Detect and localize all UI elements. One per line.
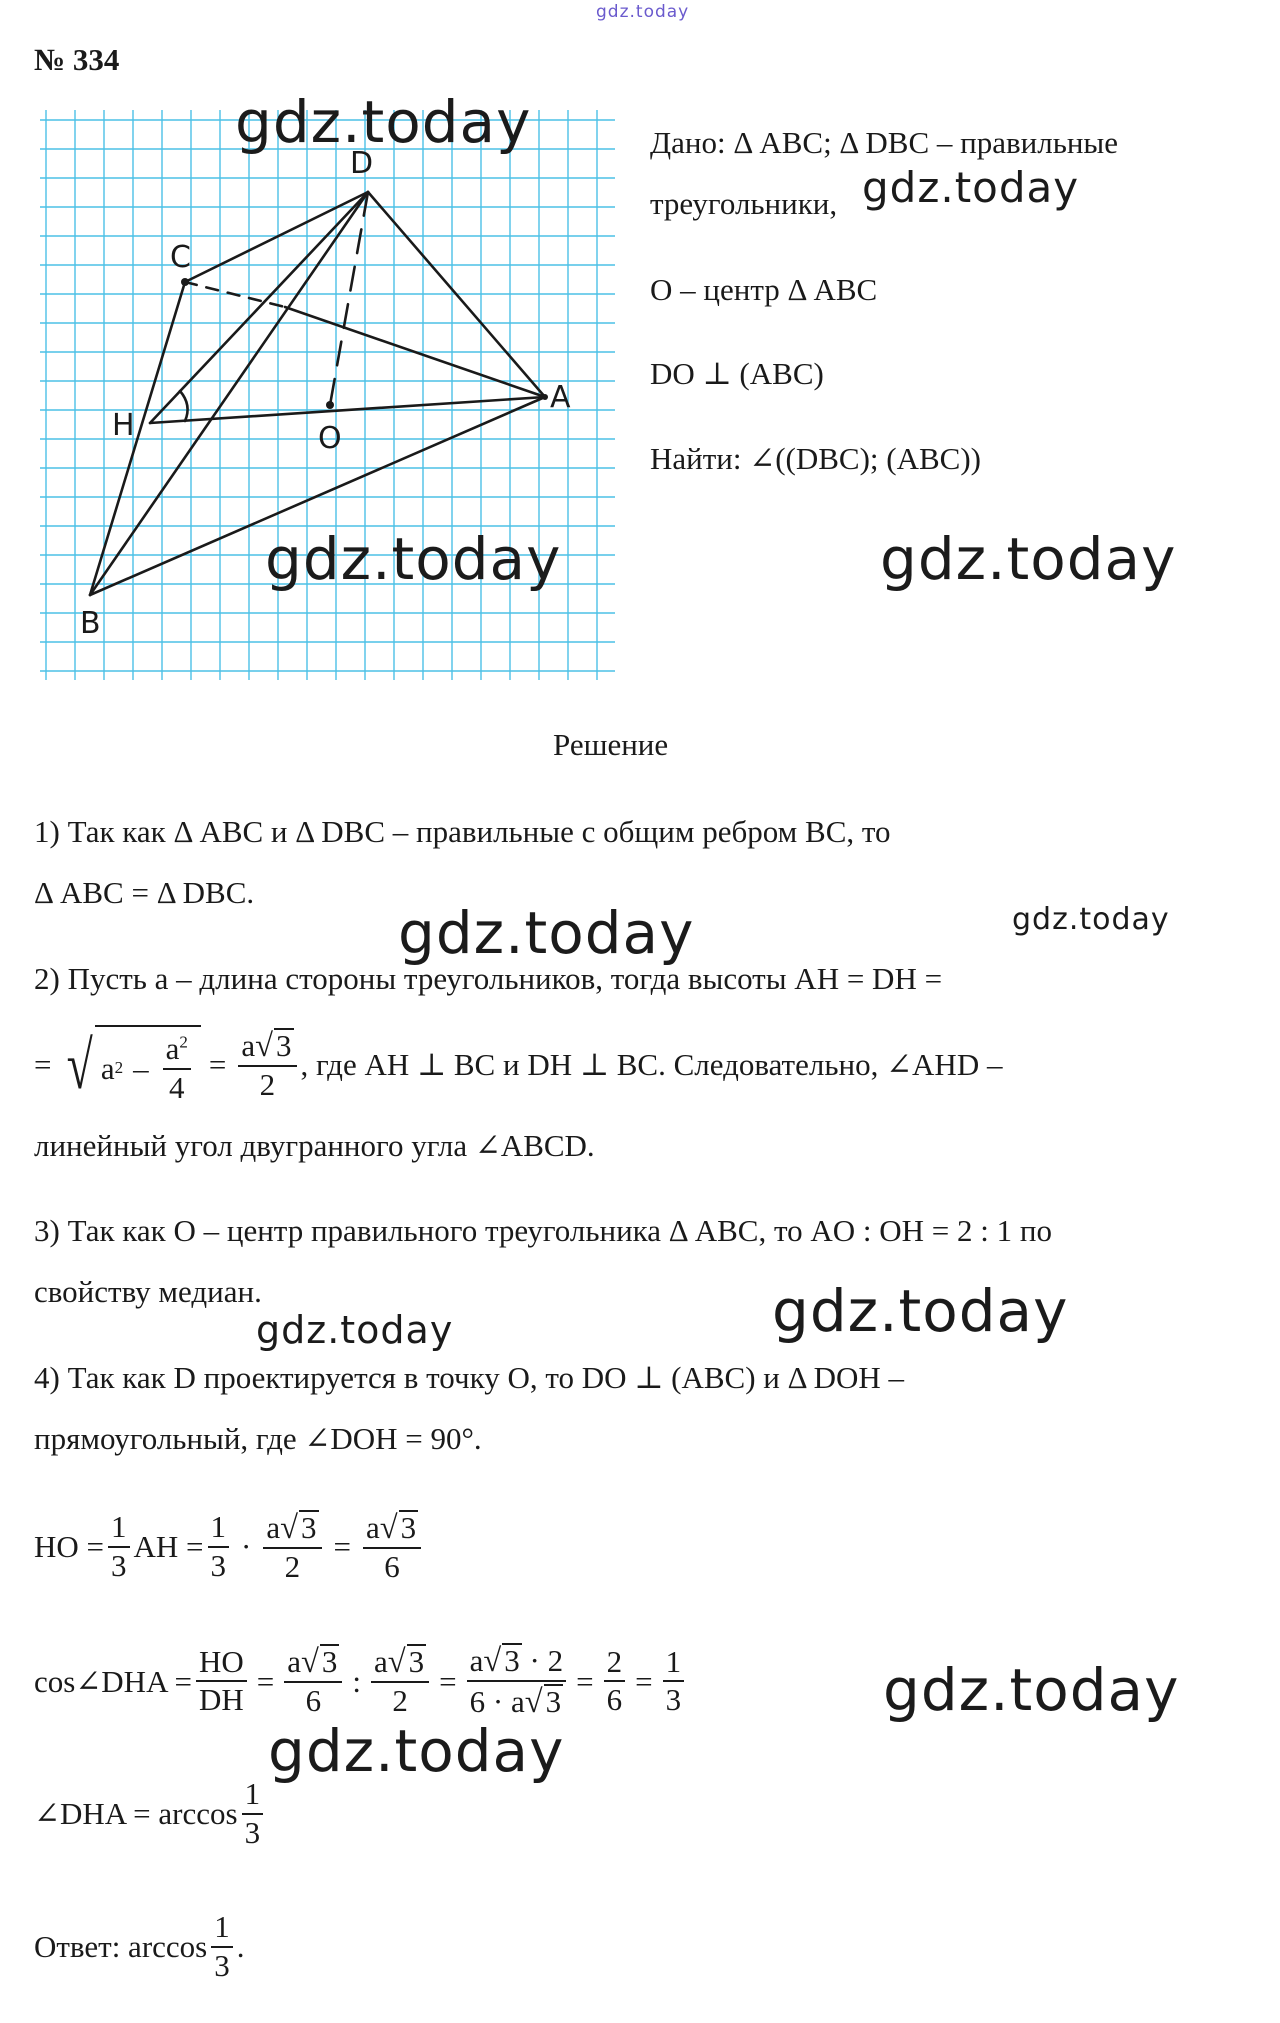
step4-line1: 4) Так как D проектируется в точку O, то DO ⊥ (ABC) и Δ DOH – xyxy=(34,1360,905,1395)
fraction-a2-over-4: $\frac{a^2}{4}$ xyxy=(163,1033,191,1104)
given-line-4: DO ⊥ (ABC) xyxy=(650,356,824,391)
step2-line1: 2) Пусть a – длина стороны треугольников, тогда высоты AH = DH = xyxy=(34,961,943,996)
label-H: H xyxy=(112,408,135,443)
cos-formula: cos∠DHA = $\frac{HO}{DH}$ = $\frac{a√3}{6}$ : $\frac{a√3}{2}$ = $\frac{a√3 \cdot 2}{6 \cdot a√3}$ = $\frac{2}{6}$ = $\frac{1}{3}$ xyxy=(34,1643,688,1719)
problem-number: № 334 xyxy=(34,42,120,77)
answer: Ответ: arccos $\frac{1}{3}$ . xyxy=(34,1909,245,1983)
watermark: gdz.today xyxy=(268,1717,565,1785)
angle-result: ∠DHA = arccos $\frac{1}{3}$ xyxy=(34,1778,267,1849)
label-O: O xyxy=(318,421,342,456)
step2-line3: линейный угол двугранного угла ∠ABCD. xyxy=(34,1128,595,1163)
point-C xyxy=(181,278,189,286)
step3-line2: свойству медиан. xyxy=(34,1274,262,1309)
step2-tail: , где AH ⊥ BC и DH ⊥ BC. Следовательно, ∠AHD – xyxy=(300,1046,1003,1082)
watermark: gdz.today xyxy=(235,88,532,156)
sqrt-expression: √ a 2 – $\frac{a^2}{4}$ xyxy=(61,1025,200,1104)
label-D: D xyxy=(350,146,374,181)
step1-line1: 1) Так как Δ ABC и Δ DBC – правильные с общим ребром BC, то xyxy=(34,814,891,849)
label-C: C xyxy=(170,240,191,275)
point-O xyxy=(326,401,334,409)
grid xyxy=(40,110,615,680)
angle-arc xyxy=(180,391,188,421)
step4-line2: прямоугольный, где ∠DOH = 90°. xyxy=(34,1421,482,1456)
label-B: B xyxy=(80,606,101,641)
geometry-diagram xyxy=(40,105,620,685)
watermark: gdz.today xyxy=(1012,902,1170,937)
watermark: gdz.today xyxy=(883,1656,1180,1724)
watermark: gdz.today xyxy=(880,525,1177,593)
given-line-1: Дано: Δ ABC; Δ DBC – правильные xyxy=(650,125,1119,160)
given-line-5: Найти: ∠((DBC); (ABC)) xyxy=(650,441,981,476)
ho-formula: HO = $\frac{1}{3}$ AH = $\frac{1}{3}$ · $\frac{a√3}{2}$ = $\frac{a√3}{6}$ xyxy=(34,1510,425,1584)
given-line-2: треугольники, xyxy=(650,186,838,221)
step3-line1: 3) Так как O – центр правильного треугольника Δ ABC, то AO : OH = 2 : 1 по xyxy=(34,1213,1052,1248)
site-watermark: gdz.today xyxy=(596,2,690,22)
watermark: gdz.today xyxy=(772,1277,1069,1345)
eq-sign: = xyxy=(34,1046,52,1082)
step2-formula: = √ a 2 – $\frac{a^2}{4}$ = $\frac{a√3}{2}$ , где AH ⊥ BC и DH ⊥ BC. Следовательно, ∠AHD – xyxy=(34,1026,1003,1105)
point-A xyxy=(542,394,548,400)
watermark: gdz.today xyxy=(265,525,562,593)
step1-line2: Δ ABC = Δ DBC. xyxy=(34,875,255,910)
solution-title: Решение xyxy=(553,727,669,762)
fraction-a-sqrt3-over-2: $\frac{a√3}{2}$ xyxy=(238,1028,296,1102)
watermark xyxy=(0,1990,14,1991)
label-A: A xyxy=(550,380,571,415)
watermark: gdz.today xyxy=(862,163,1080,212)
edge-CD xyxy=(185,192,368,282)
given-line-3: O – центр Δ ABC xyxy=(650,272,878,307)
watermark: gdz.today xyxy=(256,1308,454,1352)
watermark: gdz.today xyxy=(398,899,695,967)
